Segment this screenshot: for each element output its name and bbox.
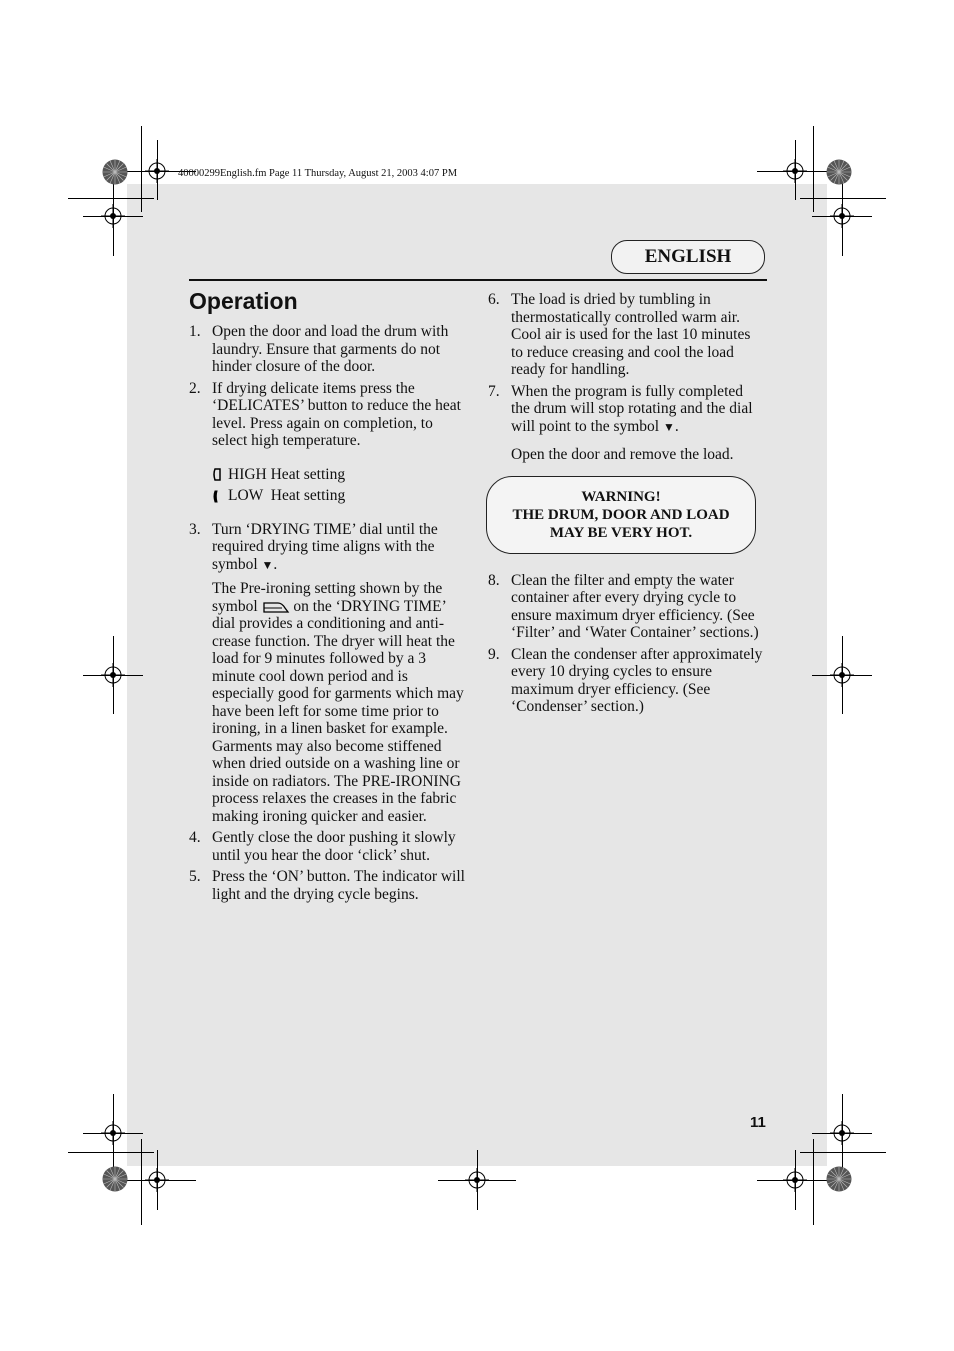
pre-ironing-text-part: on the ‘DRYING TIME’ dial provides a conditioning and anti-crease function. The dryer will heat the load for 9 minutes followed by a 3 minute cool down period and is especially good for garments which may have been left for some time prior to ironing, in a linen basket for example. Garments may also become stiffened when dried outside on a washing line or inside on radiators. The PRE-IRONING process relaxes the creases in the fabric making ironing quicker and easier. [212, 597, 464, 825]
registration-mark-icon [783, 159, 807, 183]
step-text-part: . [674, 417, 679, 435]
registration-mark-icon [830, 1121, 854, 1145]
step-text [212, 521, 465, 575]
pre-ironing-text-part: The Pre-ironing setting shown by the symbol [212, 580, 443, 615]
step-3 [189, 521, 465, 826]
registration-mark-icon [830, 663, 854, 687]
step-number: 4. [189, 829, 201, 846]
step-number: 1. [189, 323, 201, 340]
step-number: 3. [189, 520, 201, 538]
low-heat-icon [212, 488, 224, 504]
heat-setting-label: HIGH Heat setting [228, 465, 346, 483]
print-header: 40000299English.fm Page 11 Thursday, August 21, 2003 4:07 PM [178, 168, 458, 179]
step-2 [189, 380, 465, 505]
warning-line: THE DRUM, DOOR AND LOAD [512, 506, 730, 523]
warning-line: MAY BE VERY HOT. [549, 524, 693, 541]
step-text: Press the ‘ON’ button. The indicator will light and the drying cycle begins. [212, 868, 465, 903]
step-number: 9. [488, 645, 500, 663]
crop-mark [800, 198, 886, 199]
sunburst-mark-icon [102, 1166, 128, 1192]
registration-mark-icon [101, 663, 125, 687]
crop-mark [68, 198, 154, 199]
step-text: The load is dried by tumbling in thermostatically controlled warm air. Cool air is used for the last 10 minutes to reduce creasing and cool the load ready for handling. [511, 291, 751, 378]
page-title: Operation [189, 288, 298, 314]
language-label: ENGLISH [611, 240, 765, 274]
right-column [488, 291, 764, 720]
pre-ironing-icon [262, 600, 290, 614]
high-heat-icon [212, 466, 224, 482]
registration-mark-icon [465, 1168, 489, 1192]
step-text [511, 383, 764, 437]
registration-mark-icon [101, 204, 125, 228]
registration-mark-icon [830, 204, 854, 228]
heat-setting-low [212, 487, 465, 505]
step-text-part: . [273, 555, 278, 573]
step-text: Gently close the door pushing it slowly until you hear the door ‘click’ shut. [212, 829, 456, 864]
registration-mark-icon [145, 1168, 169, 1192]
step-text: Clean the condenser after approximately every 10 drying cycles to ensure maximum dryer efficiency. (See ‘Condenser’ section.) [511, 645, 763, 715]
step-number: 5. [189, 868, 201, 885]
heat-settings-list [212, 466, 465, 505]
step-9 [488, 646, 764, 716]
registration-mark-icon [783, 1168, 807, 1192]
registration-mark-icon [101, 1121, 125, 1145]
step-7-extra: Open the door and remove the load. [511, 446, 734, 463]
step-text-part: When the program is fully completed the drum will stop rotating and the dial will point to the symbol [511, 382, 753, 435]
heat-setting-high [212, 466, 465, 484]
step-number: 8. [488, 571, 500, 589]
header-rule [189, 279, 767, 281]
step-text: Clean the filter and empty the water container after every drying cycle to ensure maximum dryer efficiency. (See ‘Filter’ and ‘Water Container’ sections.) [511, 571, 759, 641]
step-6 [488, 291, 764, 379]
step-8 [488, 572, 764, 642]
step-7 [488, 383, 764, 464]
step-text: If drying delicate items press the ‘DELICATES’ button to reduce the heat level. Press again on completion, to select high temperature. [212, 379, 461, 449]
step-text: Open the door and load the drum with laundry. Ensure that garments do not hinder closure of the door. [212, 323, 449, 375]
crop-mark [141, 126, 142, 212]
dial-pointer-icon: ▼ [663, 419, 675, 434]
heat-setting-label: LOW Heat setting [228, 487, 346, 504]
step-number: 2. [189, 379, 201, 397]
step-4 [189, 829, 465, 864]
dial-pointer-icon: ▼ [261, 557, 274, 572]
warning-title: WARNING! [581, 488, 661, 505]
crop-mark [813, 126, 814, 212]
step-number: 6. [488, 291, 500, 308]
registration-mark-icon [145, 159, 169, 183]
step-1 [189, 323, 465, 376]
sunburst-mark-icon [102, 159, 128, 185]
page-number: 11 [750, 1114, 766, 1131]
step-5 [189, 868, 465, 903]
sunburst-mark-icon [826, 1166, 852, 1192]
left-column [189, 323, 465, 907]
step-text-part: Turn ‘DRYING TIME’ dial until the required drying time aligns with the symbol [212, 520, 438, 573]
warning-box [486, 476, 756, 554]
crop-mark [68, 1152, 154, 1153]
sunburst-mark-icon [826, 159, 852, 185]
pre-ironing-text [212, 580, 465, 825]
crop-mark [800, 1152, 886, 1153]
step-number: 7. [488, 382, 500, 400]
